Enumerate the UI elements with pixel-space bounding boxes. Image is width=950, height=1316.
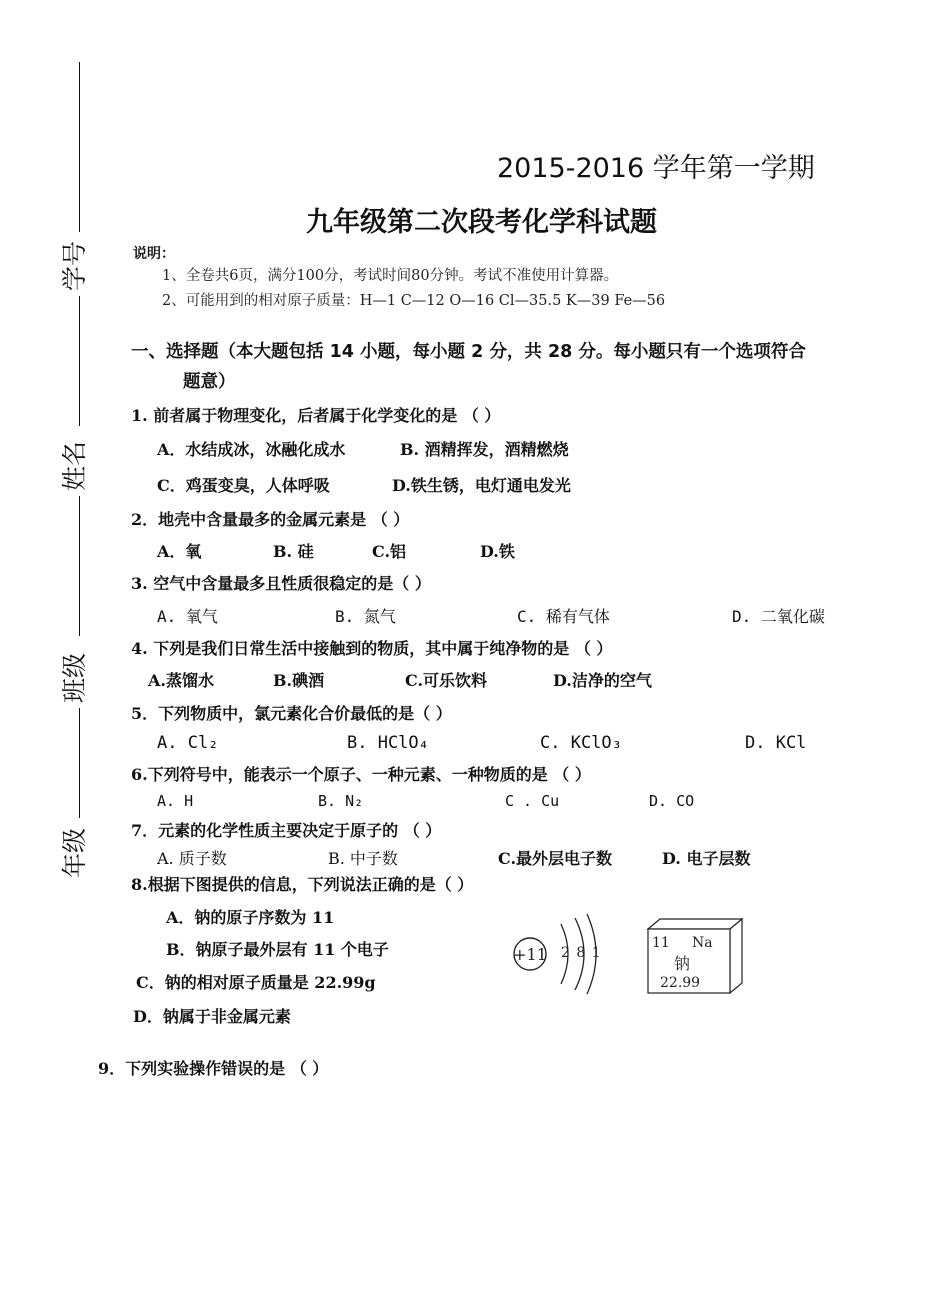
q7-option-c: C.最外层电子数 xyxy=(498,849,613,868)
label-grade: 年级 xyxy=(60,827,89,878)
exam-main-title: 九年级第二次段考化学科试题 xyxy=(306,207,657,238)
exam-term-title: 2015-2016 学年第一学期 xyxy=(497,153,815,184)
atomic-number: 11 xyxy=(652,935,670,951)
q5-option-a: A. Cl₂ xyxy=(157,733,219,753)
q1-option-b: B. 酒精挥发，酒精燃烧 xyxy=(400,440,569,459)
q8-option-c: C．钠的相对原子质量是 22.99g xyxy=(136,973,376,992)
q4-option-a: A.蒸馏水 xyxy=(148,671,214,690)
q6-option-b: B. N₂ xyxy=(318,792,364,810)
q5-option-c: C. KClO₃ xyxy=(540,733,622,753)
question-8: 8.根据下图提供的信息，下列说法正确的是（ ） xyxy=(131,875,474,894)
binding-line-3 xyxy=(79,496,80,636)
element-symbol: Na xyxy=(692,935,713,951)
section-heading: 一、选择题（本大题包括 14 小题，每小题 2 分，共 28 分。每小题只有一个选项符合 xyxy=(131,342,806,362)
note-item-2: 2、可能用到的相对原子质量：H—1 C—12 O—16 Cl—35.5 K—39 Fe—56 xyxy=(162,293,666,309)
question-7: 7．元素的化学性质主要决定于原子的 （ ） xyxy=(131,821,442,840)
periodic-cell-sodium xyxy=(644,915,744,997)
q7-option-d: D. 电子层数 xyxy=(662,849,751,868)
q4-option-c: C.可乐饮料 xyxy=(405,671,488,690)
note-item-1: 1、全卷共6页，满分100分，考试时间80分钟。考试不准使用计算器。 xyxy=(162,268,619,284)
question-4: 4. 下列是我们日常生活中接触到的物质，其中属于纯净物的是 （ ） xyxy=(131,639,613,658)
q5-option-d: D. KCl xyxy=(745,733,807,753)
q2-option-c: C.铝 xyxy=(372,542,407,561)
question-2: 2．地壳中含量最多的金属元素是 （ ） xyxy=(131,510,410,529)
q2-option-d: D.铁 xyxy=(480,542,515,561)
atomic-mass: 22.99 xyxy=(660,975,701,991)
q6-option-a: A. H xyxy=(157,792,194,810)
question-3: 3. 空气中含量最多且性质很稳定的是（ ） xyxy=(131,574,431,593)
question-5: 5．下列物质中，氯元素化合价最低的是（ ） xyxy=(131,704,452,723)
binding-line-2 xyxy=(79,296,80,426)
q8-option-d: D．钠属于非金属元素 xyxy=(133,1007,291,1026)
q3-option-b: B. 氮气 xyxy=(335,607,396,626)
cell-top-face xyxy=(648,919,742,929)
label-student-id: 学号 xyxy=(60,240,89,291)
q6-option-c: C . Cu xyxy=(505,792,560,810)
q3-option-a: A. 氧气 xyxy=(157,607,218,626)
label-name: 姓名 xyxy=(60,440,89,491)
q1-option-d: D.铁生锈，电灯通电发光 xyxy=(392,476,571,495)
binding-line-4 xyxy=(79,708,80,818)
binding-line-1 xyxy=(79,62,80,232)
q2-option-a: A．氧 xyxy=(157,542,202,561)
q8-option-b: B．钠原子最外层有 11 个电子 xyxy=(166,940,389,959)
element-name: 钠 xyxy=(674,954,691,973)
q1-option-c: C．鸡蛋变臭，人体呼吸 xyxy=(157,476,330,495)
q3-option-d: D. 二氧化碳 xyxy=(732,607,825,626)
q4-option-d: D.洁净的空气 xyxy=(553,671,652,690)
label-class: 班级 xyxy=(60,652,89,703)
q5-option-b: B. HClO₄ xyxy=(347,733,429,753)
notes-heading: 说明： xyxy=(133,246,175,262)
question-9: 9．下列实验操作错误的是 （ ） xyxy=(98,1059,329,1078)
electron-shells: 2 8 1 xyxy=(561,945,602,961)
question-6: 6.下列符号中，能表示一个原子、一种元素、一种物质的是 （ ） xyxy=(131,765,591,784)
q7-option-a: A. 质子数 xyxy=(157,849,227,868)
q1-option-a: A．水结成冰，冰融化成水 xyxy=(157,440,346,459)
q4-option-b: B.碘酒 xyxy=(273,671,325,690)
q7-option-b: B. 中子数 xyxy=(328,849,398,868)
cell-side-face xyxy=(730,919,742,993)
question-1: 1. 前者属于物理变化，后者属于化学变化的是 （ ） xyxy=(131,406,501,425)
nucleus-charge: +11 xyxy=(513,945,547,964)
q6-option-d: D. CO xyxy=(649,792,695,810)
sodium-atom-diagram xyxy=(505,910,605,995)
q3-option-c: C. 稀有气体 xyxy=(517,607,610,626)
section-heading-cont: 题意） xyxy=(183,372,236,392)
q2-option-b: B. 硅 xyxy=(273,542,314,561)
q8-option-a: A．钠的原子序数为 11 xyxy=(166,908,335,927)
